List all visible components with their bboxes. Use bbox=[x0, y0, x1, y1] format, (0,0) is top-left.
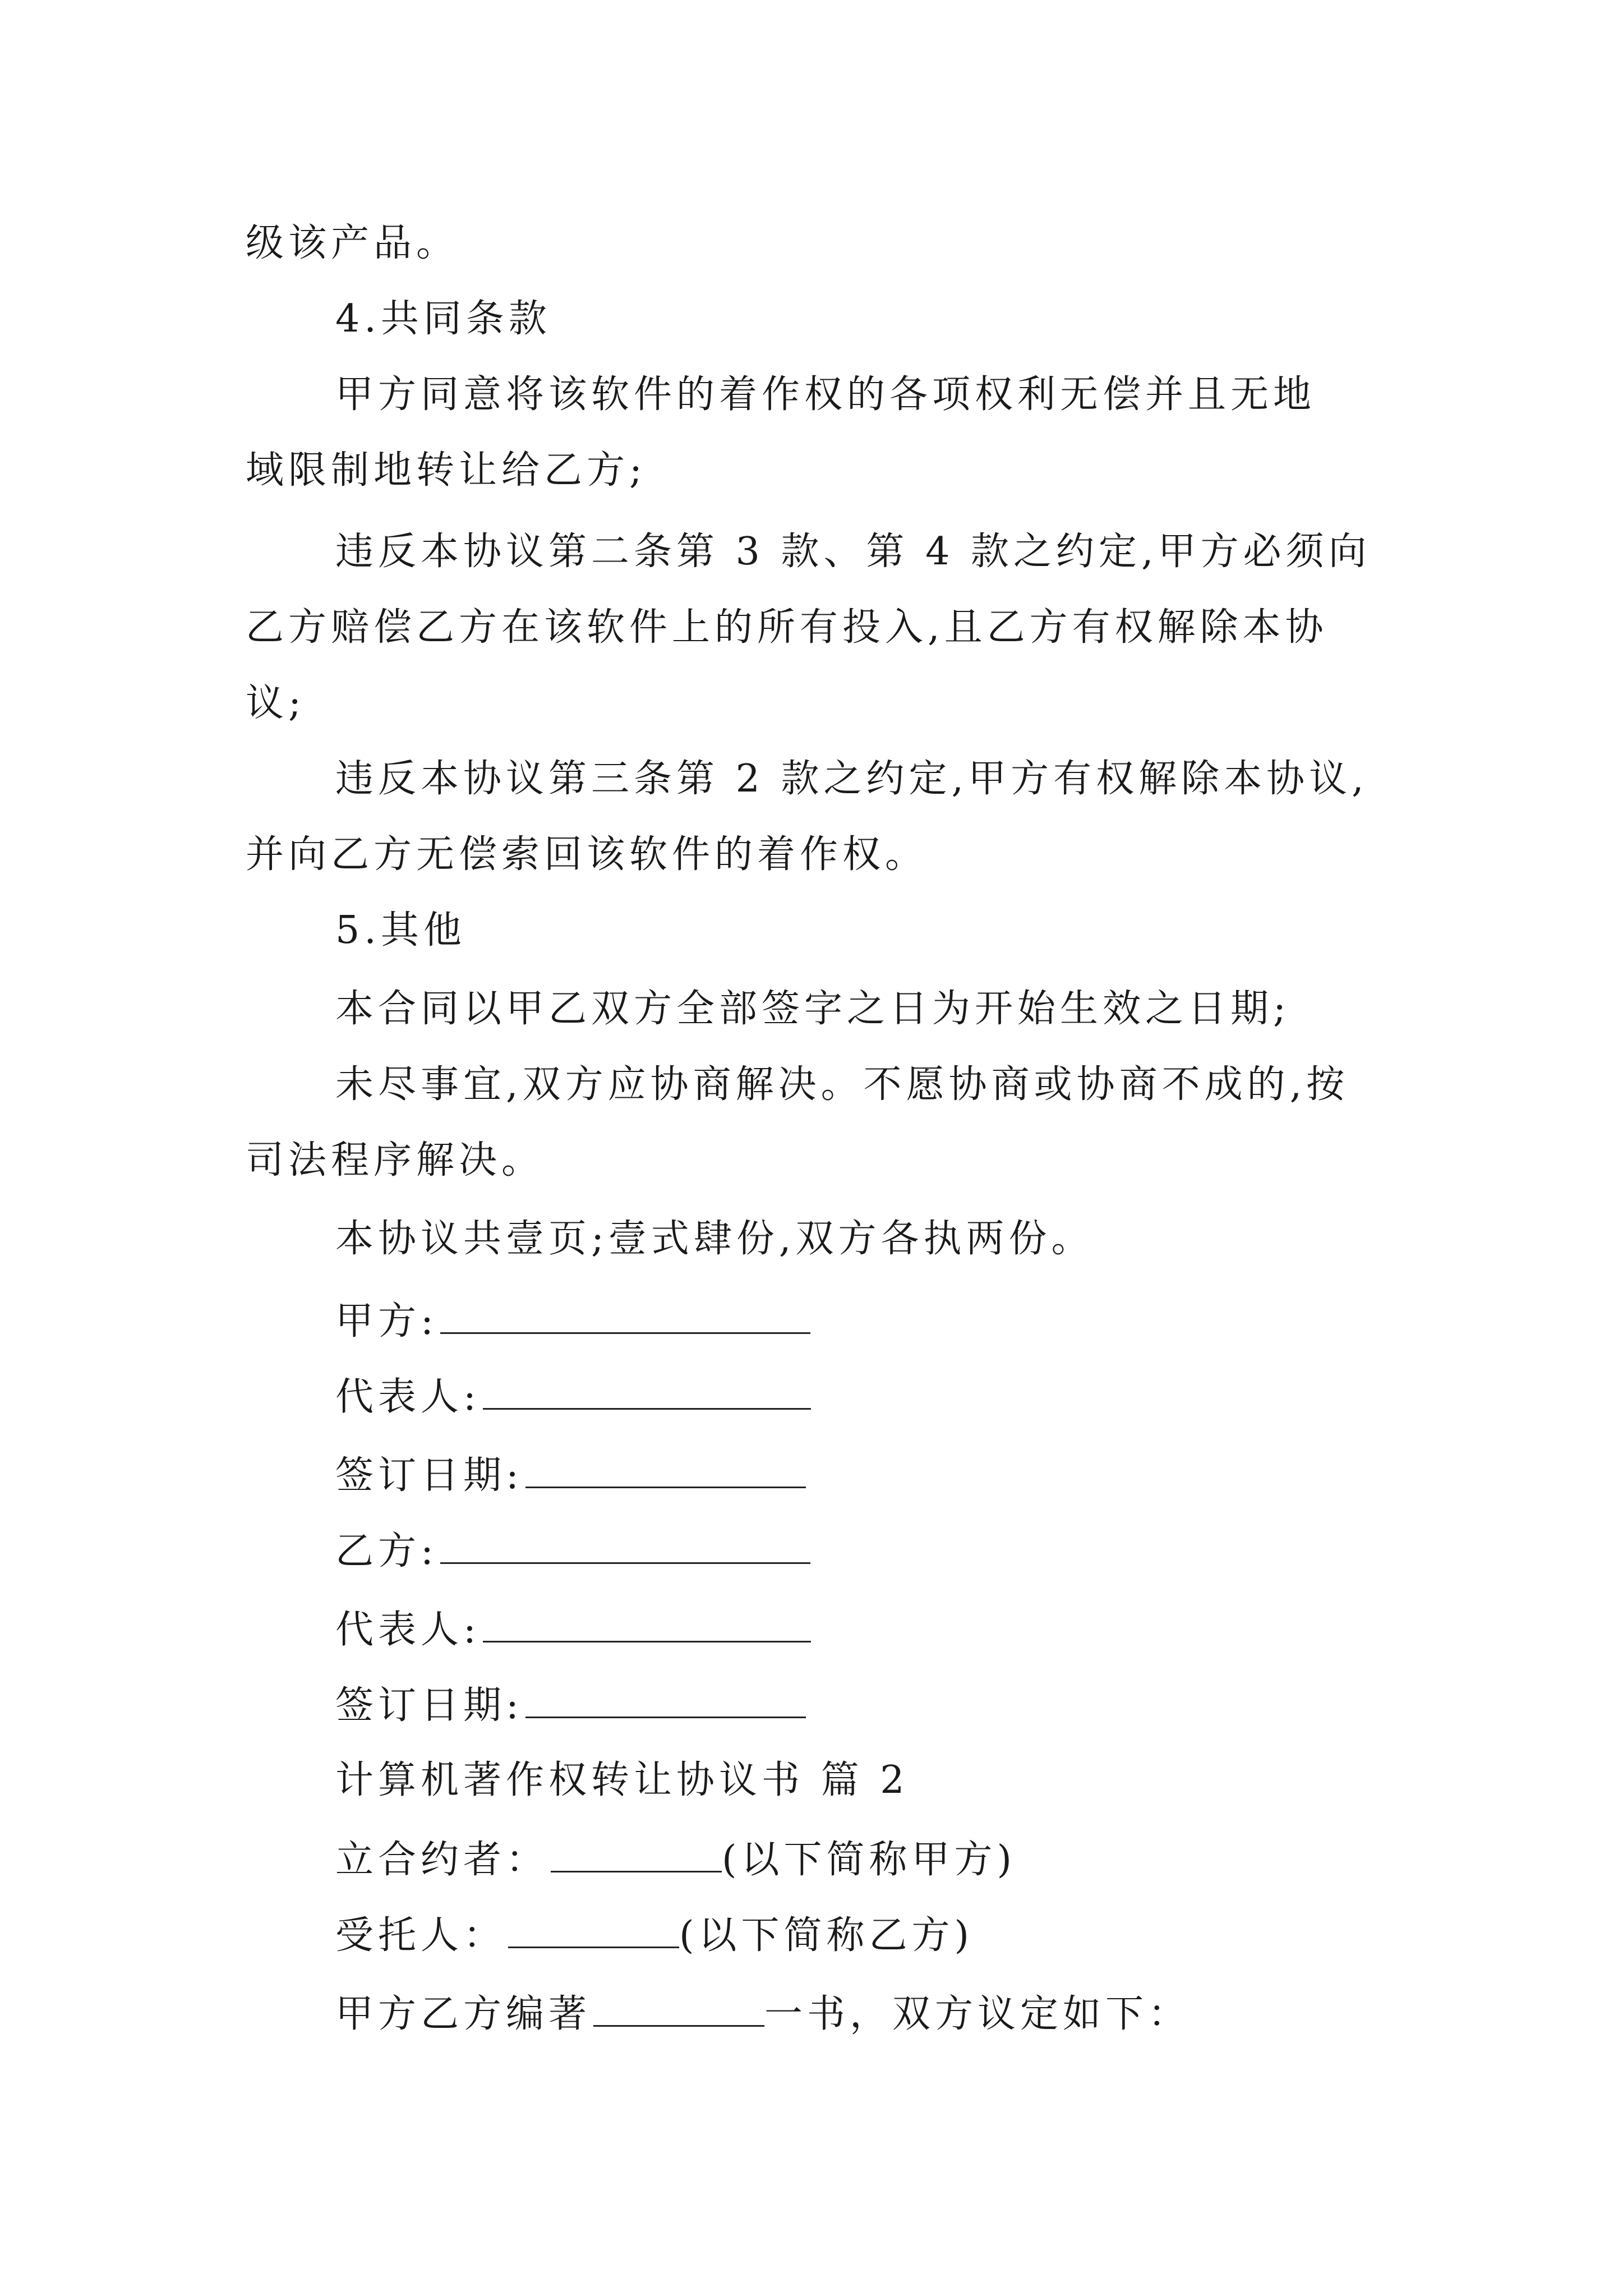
book-title-blank[interactable] bbox=[593, 1991, 764, 2027]
representative-b-blank[interactable] bbox=[483, 1607, 811, 1642]
sign-date-b-label: 签订日期: bbox=[335, 1683, 523, 1728]
paragraph-line: 级该产品。 bbox=[246, 221, 459, 265]
paragraph-line: 未尽事宜,双方应协商解决。不愿协商或协商不成的,按 bbox=[335, 1062, 1349, 1107]
paragraph-line: 域限制地转让给乙方; bbox=[246, 448, 647, 493]
sign-date-b-field bbox=[335, 1683, 806, 1728]
party-a-field bbox=[335, 1299, 810, 1341]
paragraph-line: 乙方赔偿乙方在该软件上的所有投入,且乙方有权解除本协 bbox=[246, 605, 1328, 650]
representative-a-blank[interactable] bbox=[483, 1374, 811, 1410]
paragraph-line: 并向乙方无偿索回该软件的着作权。 bbox=[246, 832, 928, 877]
paragraph-line: 议; bbox=[246, 681, 306, 725]
section-heading-joint-terms: 4.共同条款 bbox=[335, 297, 551, 341]
sign-date-a-field bbox=[335, 1453, 806, 1498]
trustee-blank[interactable] bbox=[508, 1913, 679, 1948]
sign-date-b-blank[interactable] bbox=[525, 1683, 806, 1718]
paragraph-line: 本协议共壹页;壹式肆份,双方各执两份。 bbox=[335, 1217, 1094, 1261]
compose-suffix: 一书，双方议定如下： bbox=[764, 1992, 1191, 2036]
compose-prefix: 甲方乙方编著 bbox=[335, 1992, 592, 2036]
party-a-blank[interactable] bbox=[440, 1299, 810, 1334]
paragraph-line: 本合同以甲乙双方全部签字之日为开始生效之日期; bbox=[335, 987, 1290, 1031]
sign-date-a-blank[interactable] bbox=[525, 1453, 806, 1488]
party-b-label: 乙方: bbox=[335, 1529, 438, 1573]
compose-field bbox=[335, 1991, 1191, 2036]
section-heading-other: 5.其他 bbox=[335, 908, 466, 953]
representative-b-label: 代表人: bbox=[335, 1608, 481, 1652]
contractor-suffix: (以下简称甲方) bbox=[722, 1838, 1017, 1882]
trustee-suffix: (以下简称乙方) bbox=[679, 1913, 974, 1958]
representative-a-label: 代表人: bbox=[335, 1375, 481, 1419]
paragraph-line: 甲方同意将该软件的着作权的各项权利无偿并且无地 bbox=[335, 372, 1316, 417]
paragraph-line: 司法程序解决。 bbox=[246, 1138, 545, 1182]
section-2-title: 计算机著作权转让协议书 篇 2 bbox=[335, 1758, 909, 1802]
contractor-blank[interactable] bbox=[551, 1837, 722, 1872]
paragraph-line: 违反本协议第二条第 3 款、第 4 款之约定,甲方必须向 bbox=[335, 530, 1371, 574]
trustee-label: 受托人： bbox=[335, 1913, 506, 1958]
contractor-label: 立合约者： bbox=[335, 1838, 549, 1882]
party-b-blank[interactable] bbox=[440, 1529, 810, 1564]
party-b-field bbox=[335, 1529, 810, 1571]
trustee-field bbox=[335, 1913, 974, 1958]
contractor-field bbox=[335, 1837, 1017, 1882]
representative-b-field bbox=[335, 1607, 811, 1652]
representative-a-field bbox=[335, 1374, 811, 1419]
party-a-label: 甲方: bbox=[335, 1299, 438, 1343]
sign-date-a-label: 签订日期: bbox=[335, 1453, 523, 1498]
paragraph-line: 违反本协议第三条第 2 款之约定,甲方有权解除本协议, bbox=[335, 757, 1368, 801]
